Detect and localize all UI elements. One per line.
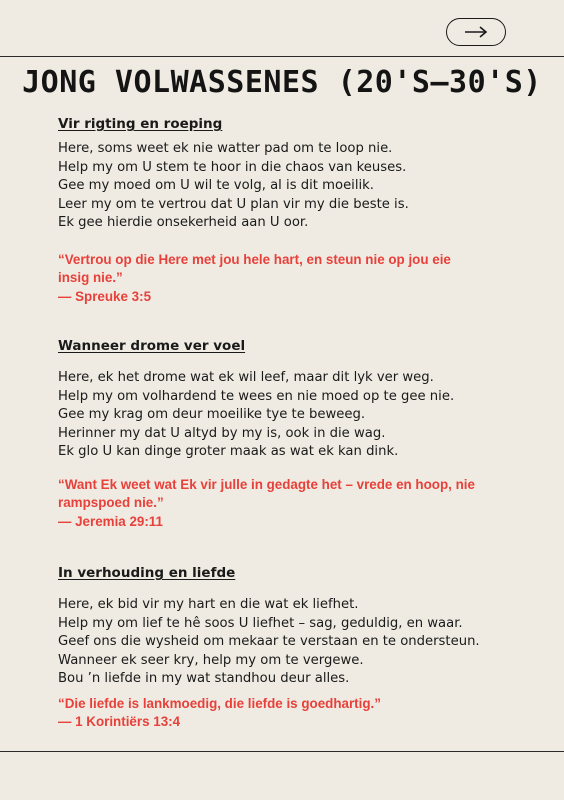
prayer-line: Gee my krag om deur moeilike tye te beweeg. — [58, 407, 366, 422]
prayer-line: Ek glo U kan dinge groter maak as wat ek kan dink. — [58, 444, 399, 459]
prayer-line: Bou ’n liefde in my wat standhou deur alles. — [58, 671, 350, 686]
bible-verse: “Die liefde is lankmoedig, die liefde is goedhartig.” — [58, 695, 381, 711]
prayer-line: Here, ek het drome wat ek wil leef, maar dit lyk ver weg. — [58, 370, 434, 385]
verse-reference: — Spreuke 3:5 — [58, 288, 152, 304]
prayer-line: Gee my moed om U wil te volg, al is dit moeilik. — [58, 178, 375, 193]
section-heading: Wanneer drome ver voel — [58, 338, 246, 354]
section-dreams — [58, 337, 536, 531]
arrow-right-icon — [464, 26, 488, 38]
bible-verse: “Want Ek weet wat Ek vir julle in gedagte het – vrede en hoop, nie rampspoed nie.” — [58, 476, 475, 510]
section-relationships — [58, 564, 536, 732]
section-heading: Vir rigting en roeping — [58, 116, 223, 132]
prayer-line: Help my om lief te hê soos U liefhet – sag, geduldig, en waar. — [58, 615, 463, 631]
bottom-divider — [0, 751, 564, 752]
prayer-line: Wanneer ek seer kry, help my om te vergewe. — [58, 652, 364, 668]
prayer-line: Here, soms weet ek nie watter pad om te loop nie. — [58, 141, 393, 156]
page-title: JONG VOLWASSENES (20'S–30'S) — [22, 65, 542, 100]
top-divider — [0, 56, 564, 57]
prayer-line: Herinner my dat U altyd by my is, ook in die wag. — [58, 425, 386, 441]
verse-reference: — 1 Korintiërs 13:4 — [58, 714, 181, 729]
prayer-line: Help my om volhardend te wees en nie moed op te gee nie. — [58, 388, 455, 404]
prayer-line: Ek gee hierdie onsekerheid aan U oor. — [58, 215, 309, 230]
bible-verse: “Vertrou op die Here met jou hele hart, en steun nie op jou eie insig nie.” — [58, 251, 451, 285]
section-direction-calling — [58, 115, 536, 306]
prayer-text — [58, 596, 536, 689]
prayer-line: Geef ons die wysheid om mekaar te verstaan en te ondersteun. — [58, 634, 480, 649]
next-page-button[interactable] — [446, 18, 506, 46]
prayer-line: Leer my om te vertrou dat U plan vir my die beste is. — [58, 196, 409, 212]
section-heading: In verhouding en liefde — [58, 565, 236, 581]
prayer-text — [58, 369, 536, 462]
prayer-line: Here, ek bid vir my hart en die wat ek liefhet. — [58, 597, 359, 612]
prayer-line: Help my om U stem te hoor in die chaos van keuses. — [58, 159, 407, 175]
verse-reference: — Jeremia 29:11 — [58, 513, 163, 529]
prayer-text — [58, 140, 536, 233]
